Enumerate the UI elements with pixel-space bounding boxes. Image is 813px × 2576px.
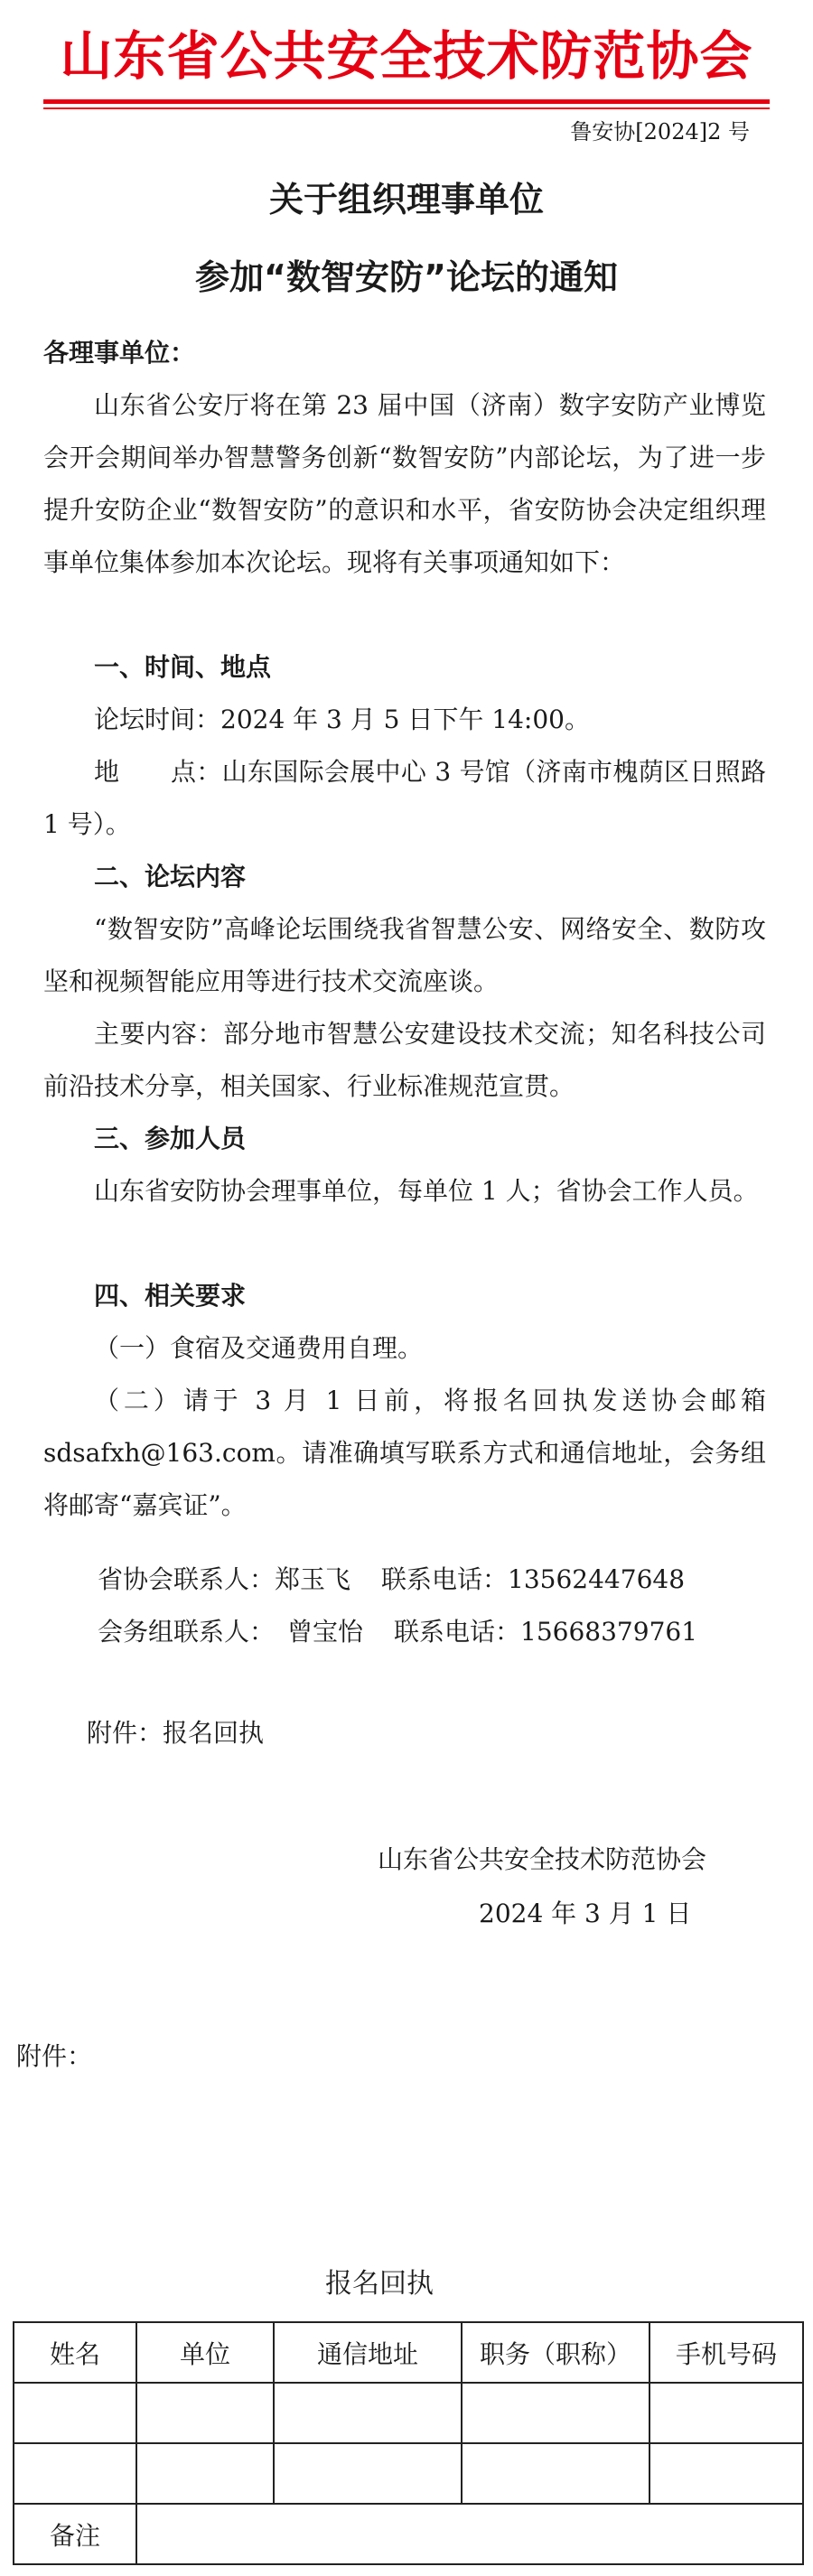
contact-phone: 13562447648	[508, 1564, 686, 1594]
table-cell[interactable]	[274, 2383, 462, 2443]
contact-phone-label: 联系电话：	[394, 1617, 521, 1647]
content-paragraph-2: 主要内容：部分地市智慧公安建设技术交流；知名科技公司前沿技术分享，相关国家、行业标准规范宣贯。	[43, 1019, 766, 1101]
table-row	[14, 2383, 803, 2443]
requirement-1: （一）食宿及交通费用自理。	[94, 1333, 424, 1363]
table-cell[interactable]	[649, 2383, 803, 2443]
table-header-name: 姓名	[14, 2322, 136, 2383]
table-cell[interactable]	[274, 2443, 462, 2504]
forum-location: 地 点：山东国际会展中心 3 号馆（济南市槐荫区日照路 1 号）。	[43, 757, 766, 839]
table-header-phone: 手机号码	[649, 2322, 803, 2383]
table-cell[interactable]	[649, 2443, 803, 2504]
header-rule-thin	[43, 107, 770, 109]
contact-name: 郑玉飞	[275, 1564, 351, 1594]
notice-title-line-1: 关于组织理事单位	[268, 180, 544, 219]
notice-title-line-2: 参加“数智安防”论坛的通知	[195, 257, 618, 297]
table-row	[14, 2443, 803, 2504]
table-cell[interactable]	[14, 2443, 136, 2504]
appendix-label: 附件：	[16, 2041, 93, 2071]
document-number: 鲁安协[2024]2 号	[570, 119, 750, 145]
contact-phone: 15668379761	[520, 1617, 698, 1647]
contact-label: 会务组联系人：	[98, 1617, 276, 1647]
remarks-label: 备注	[14, 2504, 136, 2564]
participants-paragraph: 山东省安防协会理事单位，每单位 1 人；省协会工作人员。	[94, 1176, 759, 1206]
forum-time: 论坛时间：2024 年 3 月 5 日下午 14:00。	[94, 705, 590, 734]
remarks-cell[interactable]	[136, 2504, 803, 2564]
contact-phone-label: 联系电话：	[381, 1564, 509, 1594]
table-header-address: 通信地址	[274, 2322, 462, 2383]
contact-label: 省协会联系人：	[98, 1564, 276, 1594]
table-cell[interactable]	[14, 2383, 136, 2443]
section-heading-time-place: 一、时间、地点	[94, 652, 272, 682]
receipt-table	[13, 2321, 804, 2565]
table-header-row	[14, 2322, 803, 2383]
table-header-position: 职务（职称）	[462, 2322, 649, 2383]
header-rule-thick	[43, 99, 770, 104]
table-cell[interactable]	[136, 2383, 274, 2443]
table-cell[interactable]	[136, 2443, 274, 2504]
content-paragraph-1: “数智安防”高峰论坛围绕我省智慧公安、网络安全、数防攻坚和视频智能应用等进行技术交流座谈。	[43, 914, 766, 996]
requirement-2: （二）请于 3 月 1 日前，将报名回执发送协会邮箱 sdsafxh@163.com。请准确填写联系方式和通信地址，会务组将邮寄“嘉宾证”。	[43, 1386, 766, 1520]
section-heading-participants: 三、参加人员	[94, 1124, 247, 1153]
table-remarks-row	[14, 2504, 803, 2564]
salutation: 各理事单位：	[43, 338, 196, 368]
signature-date: 2024 年 3 月 1 日	[479, 1899, 692, 1928]
table-cell[interactable]	[462, 2443, 649, 2504]
contact-line-association	[98, 1554, 784, 1606]
intro-paragraph: 山东省公安厅将在第 23 届中国（济南）数字安防产业博览会开会期间举办智慧警务创新“数智安防”内部论坛，为了进一步提升安防企业“数智安防”的意识和水平，省安防协会决定组织理事单位集体参加本次论坛。现将有关事项通知如下：	[43, 390, 766, 577]
receipt-form-title: 报名回执	[325, 2268, 434, 2300]
section-heading-content: 二、论坛内容	[94, 862, 247, 891]
section-heading-requirements: 四、相关要求	[94, 1281, 247, 1311]
contact-line-conference	[98, 1606, 784, 1658]
org-header-title: 山东省公共安全技术防范协会	[60, 25, 753, 87]
attachment-line: 附件：报名回执	[87, 1718, 265, 1748]
contact-name: 曾宝怡	[287, 1617, 364, 1647]
table-header-unit: 单位	[136, 2322, 274, 2383]
signature-org: 山东省公共安全技术防范协会	[378, 1844, 707, 1874]
table-cell[interactable]	[462, 2383, 649, 2443]
